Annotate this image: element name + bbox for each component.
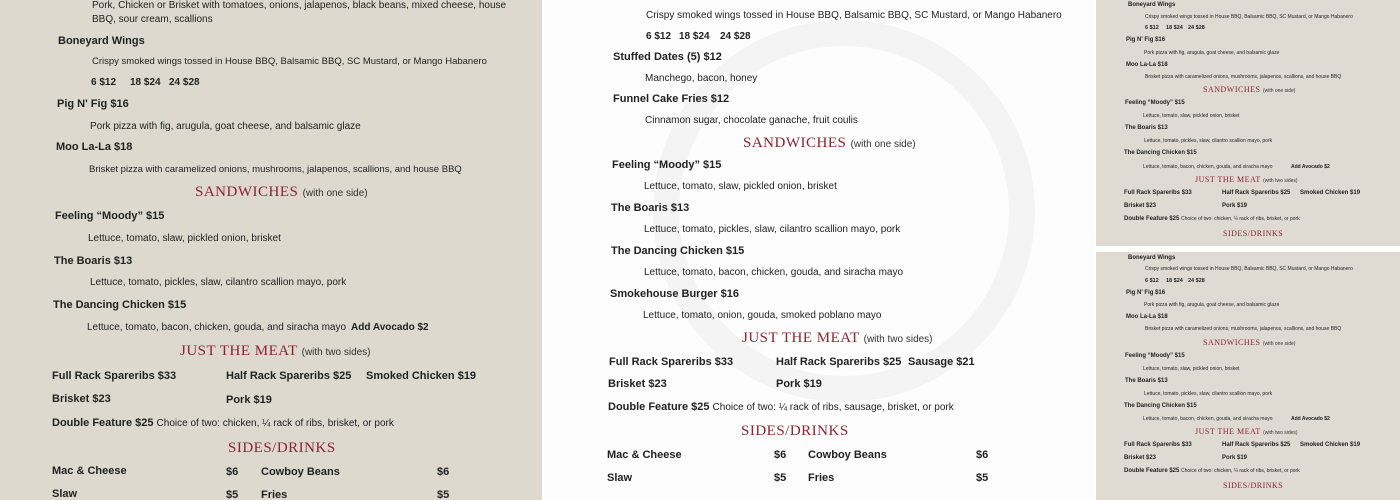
cowboy-beans: Cowboy Beans <box>808 449 887 461</box>
wing-price-18: 18 $24 <box>679 31 710 42</box>
wing-price-18: 18 $24 <box>1166 25 1183 31</box>
fries: Fries <box>808 472 835 484</box>
feeling-moody-description: Lettuce, tomato, slaw, pickled onion, brisket <box>644 181 837 192</box>
funnel-cake-fries-description: Cinnamon sugar, chocolate ganache, fruit coulis <box>645 115 858 126</box>
double-feature: Double Feature $25 Choice of two: chicken, ¼ rack of ribs, brisket, or pork <box>52 417 394 429</box>
menu-photo-left <box>0 0 542 500</box>
pork: Pork $19 <box>1222 455 1248 461</box>
double-feature: Double Feature $25 Choice of two: chicken, ¼ rack of ribs, brisket, or pork <box>1124 468 1300 474</box>
moo-la-la-name: Moo La-La $18 <box>1126 62 1168 68</box>
sandwiches-heading: SANDWICHES (with one side) <box>1203 338 1296 347</box>
add-avocado: Add Avocado $2 <box>1291 416 1330 422</box>
pig-n-fig-name: Pig N' Fig $16 <box>1126 37 1166 43</box>
slaw-price: $5 <box>226 489 239 500</box>
double-feature: Double Feature $25 Choice of two: ¼ rack of ribs, sausage, brisket, or pork <box>608 401 954 413</box>
brisket: Brisket $23 <box>52 393 111 405</box>
smoked-chicken: Smoked Chicken $19 <box>1300 190 1361 196</box>
slaw: Slaw <box>607 472 633 484</box>
feeling-moody-name: Feeling “Moody” $15 <box>55 210 165 222</box>
pork: Pork $19 <box>1222 203 1248 209</box>
wing-price-18: 18 $24 <box>1166 278 1183 284</box>
brisket: Brisket $23 <box>1124 455 1157 461</box>
pig-n-fig-name: Pig N' Fig $16 <box>57 98 129 110</box>
boaris-description: Lettuce, tomato, pickles, slaw, cilantro scallion mayo, pork <box>1144 391 1273 397</box>
full-rack-spareribs: Full Rack Spareribs $33 <box>1124 442 1192 448</box>
dancing-chicken-name: The Dancing Chicken $15 <box>1124 403 1197 409</box>
cowboy-beans-price: $6 <box>437 466 450 478</box>
cowboy-beans-price: $6 <box>976 449 989 461</box>
wing-price-24: 24 $28 <box>720 31 751 42</box>
fries: Fries <box>261 489 288 500</box>
full-rack-spareribs: Full Rack Spareribs $33 <box>609 356 734 368</box>
moo-la-la-description: Brisket pizza with caramelized onions, mushrooms, jalapenos, scallions, and house BBQ <box>1145 326 1342 332</box>
boaris-name: The Boaris $13 <box>1125 125 1168 131</box>
wing-price-24: 24 $28 <box>1188 278 1205 284</box>
half-rack-spareribs: Half Rack Spareribs $25 <box>1222 190 1291 196</box>
cowboy-beans: Cowboy Beans <box>261 466 340 478</box>
pork: Pork $19 <box>776 378 822 390</box>
dancing-chicken-description: Lettuce, tomato, bacon, chicken, gouda, and siracha mayo <box>87 322 347 333</box>
boneyard-wings-description: Crispy smoked wings tossed in House BBQ, Balsamic BBQ, SC Mustard, or Mango Habanero <box>92 56 487 67</box>
sandwiches-heading: SANDWICHES (with one side) <box>195 184 368 200</box>
fries-price: $5 <box>437 489 450 500</box>
sides-drinks-heading: SIDES/DRINKS <box>1223 481 1284 490</box>
pig-n-fig-description: Pork pizza with fig, arugula, goat cheese, and balsamic glaze <box>90 121 361 132</box>
boneyard-wings-name: Boneyard Wings <box>1128 255 1176 261</box>
boaris-description: Lettuce, tomato, pickles, slaw, cilantro scallion mayo, pork <box>90 277 347 288</box>
moo-la-la-name: Moo La-La $18 <box>1126 314 1168 320</box>
half-rack-spareribs: Half Rack Spareribs $25 <box>1222 442 1291 448</box>
wing-price-6: 6 $12 <box>1145 278 1159 284</box>
smoked-chicken: Smoked Chicken $19 <box>1300 442 1361 448</box>
boneyard-wings-description: Crispy smoked wings tossed in House BBQ, Balsamic BBQ, SC Mustard, or Mango Habanero <box>1145 14 1353 20</box>
smokehouse-burger-description: Lettuce, tomato, onion, gouda, smoked poblano mayo <box>643 310 882 321</box>
double-feature: Double Feature $25 Choice of two: chicken, ¼ rack of ribs, brisket, or pork <box>1124 216 1300 222</box>
moo-la-la-name: Moo La-La $18 <box>56 141 133 153</box>
half-rack-spareribs: Half Rack Spareribs $25 <box>776 356 902 368</box>
feeling-moody-description: Lettuce, tomato, slaw, pickled onion, brisket <box>1143 113 1240 119</box>
dancing-chicken-name: The Dancing Chicken $15 <box>1124 150 1197 156</box>
just-the-meat-heading: JUST THE MEAT (with two sides) <box>742 330 933 346</box>
funnel-cake-fries-name: Funnel Cake Fries $12 <box>613 93 730 105</box>
pig-n-fig-name: Pig N' Fig $16 <box>1126 290 1166 296</box>
wing-price-6: 6 $12 <box>1145 25 1159 31</box>
feeling-moody-description: Lettuce, tomato, slaw, pickled onion, brisket <box>1143 366 1240 372</box>
menu-scan-center <box>543 0 1095 500</box>
pork: Pork $19 <box>226 394 272 406</box>
slaw: Slaw <box>52 488 78 500</box>
menu-thumbnail-top <box>1096 0 1400 246</box>
sausage: Sausage $21 <box>908 356 975 368</box>
boaris-description: Lettuce, tomato, pickles, slaw, cilantro scallion mayo, pork <box>1144 138 1273 144</box>
moo-la-la-description: Brisket pizza with caramelized onions, mushrooms, jalapenos, scallions, and house BBQ <box>89 164 462 175</box>
sandwiches-heading: SANDWICHES (with one side) <box>743 135 916 151</box>
boaris-name: The Boaris $13 <box>54 255 133 267</box>
fries-price: $5 <box>976 472 989 484</box>
feeling-moody-name: Feeling “Moody” $15 <box>1125 353 1185 359</box>
boneyard-wings-name: Boneyard Wings <box>58 35 145 47</box>
add-avocado: Add Avocado $2 <box>1291 164 1330 170</box>
dancing-chicken-name: The Dancing Chicken $15 <box>611 245 745 257</box>
pig-n-fig-description: Pork pizza with fig, arugula, goat cheese, and balsamic glaze <box>1144 302 1280 308</box>
boneyard-wings-name: Boneyard Wings <box>1128 2 1176 8</box>
boaris-name: The Boaris $13 <box>1125 378 1168 384</box>
add-avocado: Add Avocado $2 <box>351 322 429 333</box>
stuffed-dates-description: Manchego, bacon, honey <box>645 73 758 84</box>
dancing-chicken-description: Lettuce, tomato, bacon, chicken, gouda, and siracha mayo <box>1143 416 1273 422</box>
slaw-price: $5 <box>774 472 787 484</box>
boaris-description: Lettuce, tomato, pickles, slaw, cilantro scallion mayo, pork <box>644 224 901 235</box>
dancing-chicken-name: The Dancing Chicken $15 <box>53 299 187 311</box>
just-the-meat-heading: JUST THE MEAT (with two sides) <box>180 343 371 359</box>
feeling-moody-description: Lettuce, tomato, slaw, pickled onion, brisket <box>88 233 281 244</box>
just-the-meat-heading: JUST THE MEAT (with two sides) <box>1195 175 1298 184</box>
brisket: Brisket $23 <box>1124 203 1157 209</box>
wing-price-6: 6 $12 <box>646 31 672 42</box>
boneyard-wings-description: Crispy smoked wings tossed in House BBQ, Balsamic BBQ, SC Mustard, or Mango Habanero <box>1145 266 1353 272</box>
wing-price-24: 24 $28 <box>1188 25 1205 31</box>
brisket: Brisket $23 <box>608 378 667 390</box>
dancing-chicken-description: Lettuce, tomato, bacon, chicken, gouda, and siracha mayo <box>644 267 904 278</box>
full-rack-spareribs: Full Rack Spareribs $33 <box>1124 190 1192 196</box>
dancing-chicken-description: Lettuce, tomato, bacon, chicken, gouda, and siracha mayo <box>1143 164 1273 170</box>
wing-price-18: 18 $24 <box>130 77 161 88</box>
sides-drinks-heading: SIDES/DRINKS <box>741 423 849 439</box>
sides-drinks-heading: SIDES/DRINKS <box>228 440 336 456</box>
feeling-moody-name: Feeling “Moody” $15 <box>612 159 722 171</box>
smokehouse-burger-name: Smokehouse Burger $16 <box>610 288 739 300</box>
wing-price-6: 6 $12 <box>91 77 117 88</box>
half-rack-spareribs: Half Rack Spareribs $25 <box>226 370 352 382</box>
full-rack-spareribs: Full Rack Spareribs $33 <box>52 370 177 382</box>
mac-and-cheese-price: $6 <box>774 449 787 461</box>
nachos-description-2: BBQ, sour cream, scallions <box>92 14 213 25</box>
stuffed-dates-name: Stuffed Dates (5) $12 <box>613 51 722 63</box>
pig-n-fig-description: Pork pizza with fig, arugula, goat cheese, and balsamic glaze <box>1144 50 1280 56</box>
feeling-moody-name: Feeling “Moody” $15 <box>1125 100 1185 106</box>
nachos-description: Pork, Chicken or Brisket with tomatoes, onions, jalapenos, black beans, mixed cheese, house <box>92 0 507 11</box>
just-the-meat-heading: JUST THE MEAT (with two sides) <box>1195 427 1298 436</box>
moo-la-la-description: Brisket pizza with caramelized onions, mushrooms, jalapenos, scallions, and house BBQ <box>1145 74 1342 80</box>
sandwiches-heading: SANDWICHES (with one side) <box>1203 85 1296 94</box>
mac-and-cheese: Mac & Cheese <box>52 465 127 477</box>
menu-thumbnail-bottom <box>1096 252 1400 500</box>
wing-price-24: 24 $28 <box>169 77 200 88</box>
smoked-chicken: Smoked Chicken $19 <box>366 370 477 382</box>
mac-and-cheese-price: $6 <box>226 466 239 478</box>
sides-drinks-heading: SIDES/DRINKS <box>1223 229 1284 238</box>
mac-and-cheese: Mac & Cheese <box>607 449 682 461</box>
boneyard-wings-description: Crispy smoked wings tossed in House BBQ, Balsamic BBQ, SC Mustard, or Mango Habanero <box>646 10 1062 21</box>
boaris-name: The Boaris $13 <box>611 202 690 214</box>
